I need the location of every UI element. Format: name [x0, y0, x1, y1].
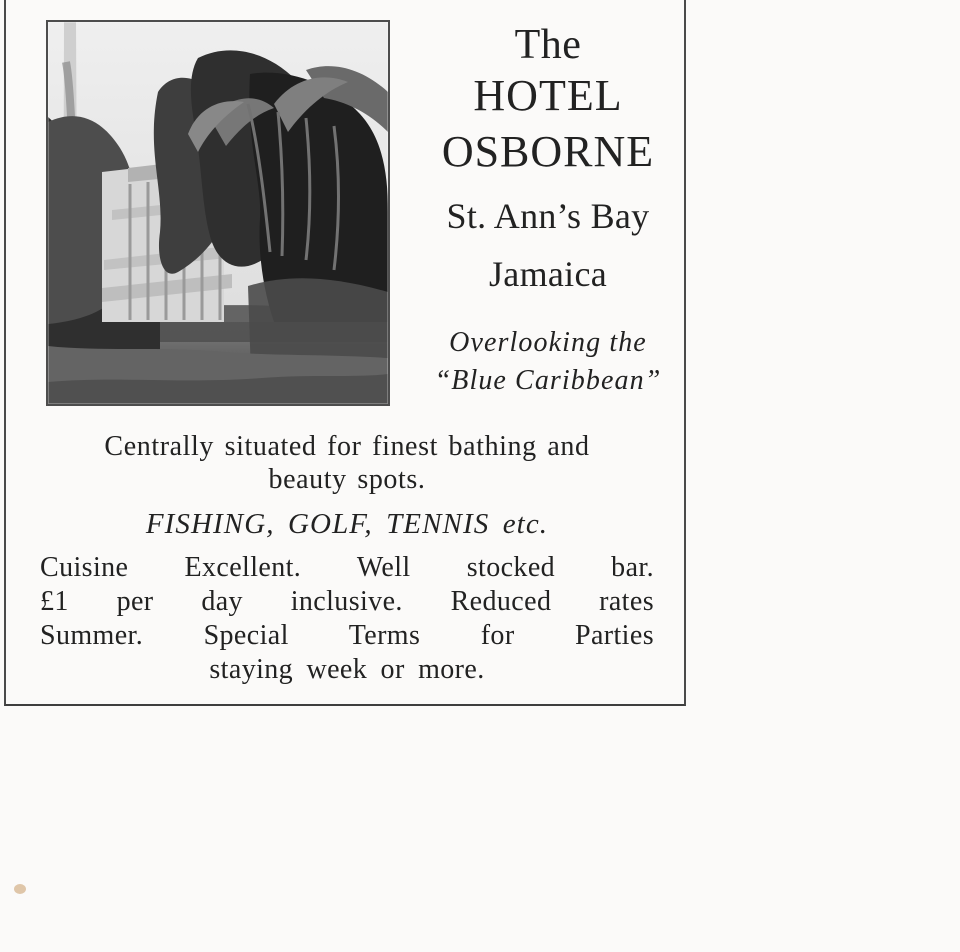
- description-line-2: beauty spots.: [268, 464, 426, 495]
- location-line-2: Jamaica: [488, 254, 608, 294]
- tagline-line-1: Overlooking the: [449, 327, 647, 358]
- title-hotel: HOTEL: [473, 71, 623, 120]
- activities-line: FISHING, GOLF, TENNIS etc.: [145, 508, 549, 540]
- title-block: [416, 22, 680, 400]
- title-the: The: [514, 22, 582, 68]
- paper-stain: [14, 884, 26, 894]
- details-line-3: Summer. Special Terms for Parties: [40, 620, 654, 651]
- description-line-1: Centrally situated for finest bathing and: [104, 431, 590, 462]
- hotel-photo-icon: [48, 22, 388, 404]
- tagline-line-2: “Blue Caribbean”: [434, 365, 662, 396]
- details-block: [40, 551, 654, 687]
- details-line-4: staying week or more.: [209, 654, 485, 685]
- description-block: [40, 430, 654, 496]
- details-line-2: £1 per day inclusive. Reduced rates: [40, 586, 654, 617]
- tagline: [416, 324, 680, 400]
- advertisement-frame: [4, 0, 686, 706]
- title-name: OSBORNE: [441, 127, 655, 176]
- details-line-1: Cuisine Excellent. Well stocked bar.: [40, 552, 654, 583]
- location-line-1: St. Ann’s Bay: [446, 196, 650, 236]
- hotel-photo: [46, 20, 390, 406]
